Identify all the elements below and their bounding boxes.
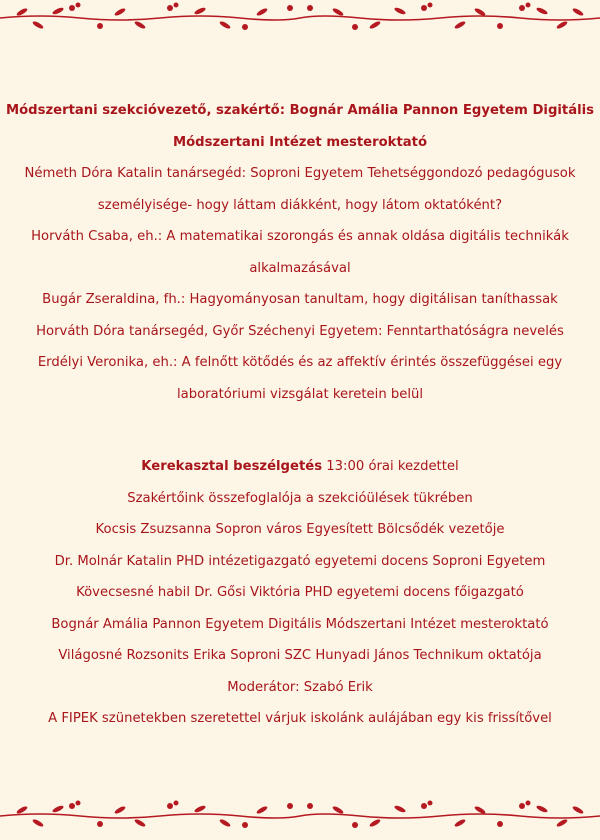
presentation-line: Horváth Csaba, eh.: A matematikai szorongás és annak oldása digitális technikák xyxy=(31,229,569,244)
section-heading-cont: Módszertani Intézet mesteroktató xyxy=(172,134,428,150)
presentation-line: Bugár Zseraldina, fh.: Hagyományosan tanultam, hogy digitálisan taníthassak xyxy=(42,292,558,307)
workshop-section xyxy=(0,95,600,410)
berry-vine-border-icon xyxy=(0,0,600,40)
heading-label: Módszertani szekcióvezető, szakértő: xyxy=(5,103,285,118)
roundtable-heading xyxy=(0,451,600,483)
roundtable-line: Világosné Rozsonits Erika Soproni SZC Hunyadi János Technikum oktatója xyxy=(58,648,542,663)
presentation-line: Erdélyi Veronika, eh.: A felnőtt kötődés és az affektív érintés összefüggései egy xyxy=(37,355,563,370)
berry-vine-border-icon xyxy=(0,796,600,836)
presentation-line: laboratóriumi vizsgálat keretein belül xyxy=(176,386,424,402)
heading-name: Bognár Amália Pannon Egyetem Digitális xyxy=(289,103,595,118)
roundtable-line: Dr. Molnár Katalin PHD intézetigazgató egyetemi docens Soproni Egyetem xyxy=(54,553,546,569)
moderator-line: Moderátor: Szabó Erik xyxy=(227,679,373,695)
roundtable-line: Kocsis Zsuzsanna Sopron város Egyesített Bölcsődék vezetője xyxy=(95,522,505,537)
section-heading xyxy=(0,95,600,127)
presentation-line: Horváth Dóra tanársegéd, Győr Széchenyi Egyetem: Fenntarthatóságra nevelés xyxy=(36,323,564,339)
presentation-line: alkalmazásával xyxy=(249,260,351,276)
presentation-line: Németh Dóra Katalin tanársegéd: Soproni Egyetem Tehetséggondozó pedagógusok xyxy=(24,166,576,181)
roundtable-title: Kerekasztal beszélgetés xyxy=(141,459,323,474)
roundtable-line: Kövecsesné habil Dr. Gősi Viktória PHD egyetemi docens főigazgató xyxy=(76,585,524,600)
presentation-line: személyisége- hogy láttam diákként, hogy látom oktatóként? xyxy=(97,197,503,213)
closing-line: A FIPEK szünetekben szeretettel várjuk iskolánk aulájában egy kis frissítővel xyxy=(48,711,552,726)
roundtable-line: Bognár Amália Pannon Egyetem Digitális Módszertani Intézet mesteroktató xyxy=(51,616,549,632)
roundtable-line: Szakértőink összefoglalója a szekcióülések tükrében xyxy=(127,490,473,506)
roundtable-section xyxy=(0,451,600,735)
roundtable-time: 13:00 órai kezdettel xyxy=(326,459,459,474)
